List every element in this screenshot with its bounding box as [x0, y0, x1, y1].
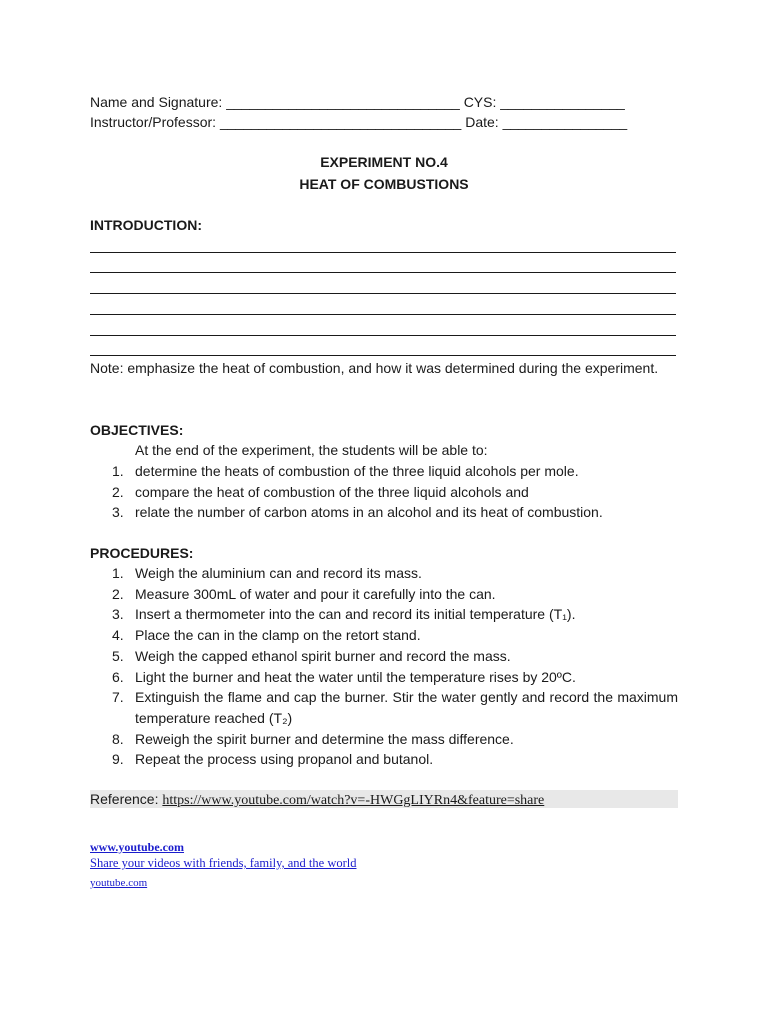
objectives-lead: At the end of the experiment, the students will be able to:	[135, 442, 488, 458]
list-number: 2.	[112, 483, 124, 500]
list-item	[90, 729, 678, 750]
name-label: Name and Signature:	[90, 94, 223, 110]
introduction-blank-line	[90, 252, 676, 253]
list-text: Weigh the aluminium can and record its mass.	[135, 565, 422, 581]
list-number: 3.	[112, 504, 124, 521]
list-number: 1.	[112, 565, 124, 581]
experiment-number: EXPERIMENT NO.4	[320, 154, 448, 170]
name-signature-row	[90, 92, 625, 112]
cys-label: CYS:	[463, 94, 497, 110]
date-label: Date:	[465, 114, 499, 130]
procedures-heading: PROCEDURES:	[90, 545, 194, 561]
list-text: relate the number of carbon atoms in an alcohol and its heat of combustion.	[135, 504, 603, 521]
list-text: Insert a thermometer into the can and record its initial temperature (T₁).	[135, 606, 576, 623]
experiment-title: HEAT OF COMBUSTIONS	[299, 176, 469, 192]
instructor-blank: _______________________________	[219, 114, 462, 130]
objectives-list	[90, 461, 678, 523]
list-item	[90, 749, 678, 770]
name-blank: ______________________________	[226, 94, 460, 110]
list-item	[90, 563, 678, 584]
list-text: Light the burner and heat the water until the temperature rises by 20ºC.	[135, 668, 576, 685]
reference-label: Reference:	[90, 791, 163, 807]
list-text: compare the heat of combustion of the three liquid alcohols and	[135, 483, 529, 500]
list-number: 8.	[112, 730, 124, 747]
list-item	[90, 502, 678, 523]
list-text: Reweigh the spirit burner and determine the mass difference.	[135, 730, 514, 747]
introduction-blank-line	[90, 355, 676, 356]
list-number: 5.	[112, 647, 124, 664]
introduction-blank-line	[90, 335, 676, 336]
youtube-description-link[interactable]: Share your videos with friends, family, and the world	[90, 856, 357, 870]
introduction-heading: INTRODUCTION:	[90, 217, 202, 233]
objectives-heading: OBJECTIVES:	[90, 422, 184, 438]
list-text: Extinguish the flame and cap the burner. Stir the water gently and record the maximum temperature reached (T₂)	[135, 689, 678, 726]
list-text: determine the heats of combustion of the three liquid alcohols per mole.	[135, 463, 579, 479]
introduction-blank-line	[90, 314, 676, 315]
list-item	[90, 625, 678, 646]
reference-row	[90, 790, 678, 808]
list-item	[90, 687, 678, 728]
introduction-blank-line	[90, 293, 676, 294]
list-number: 2.	[112, 585, 124, 602]
list-item	[90, 482, 678, 503]
list-number: 7.	[112, 689, 124, 706]
instructor-label: Instructor/Professor:	[90, 114, 217, 130]
youtube-domain-link[interactable]: youtube.com	[90, 877, 148, 889]
list-text: Place the can in the clamp on the retort stand.	[135, 627, 421, 644]
list-item	[90, 667, 678, 688]
introduction-blank-line	[90, 272, 676, 273]
list-number: 3.	[112, 606, 124, 623]
list-number: 4.	[112, 627, 124, 644]
list-item	[90, 604, 678, 625]
date-blank: ________________	[502, 114, 628, 130]
list-text: Weigh the capped ethanol spirit burner and record the mass.	[135, 647, 511, 664]
list-number: 1.	[112, 463, 124, 479]
youtube-site-link[interactable]: www.youtube.com	[90, 840, 185, 854]
list-item	[90, 461, 678, 482]
list-text: Measure 300mL of water and pour it carefully into the can.	[135, 585, 496, 602]
cys-blank: ________________	[500, 94, 625, 110]
list-number: 6.	[112, 668, 124, 685]
introduction-note: Note: emphasize the heat of combustion, and how it was determined during the experiment.	[90, 360, 659, 376]
procedures-list	[90, 563, 678, 770]
reference-link[interactable]: https://www.youtube.com/watch?v=-HWGgLIYRn4&feature=share	[162, 793, 545, 808]
list-text: Repeat the process using propanol and butanol.	[135, 751, 434, 768]
list-item	[90, 646, 678, 667]
list-number: 9.	[112, 751, 124, 768]
instructor-row	[90, 112, 627, 132]
list-item	[90, 584, 678, 605]
